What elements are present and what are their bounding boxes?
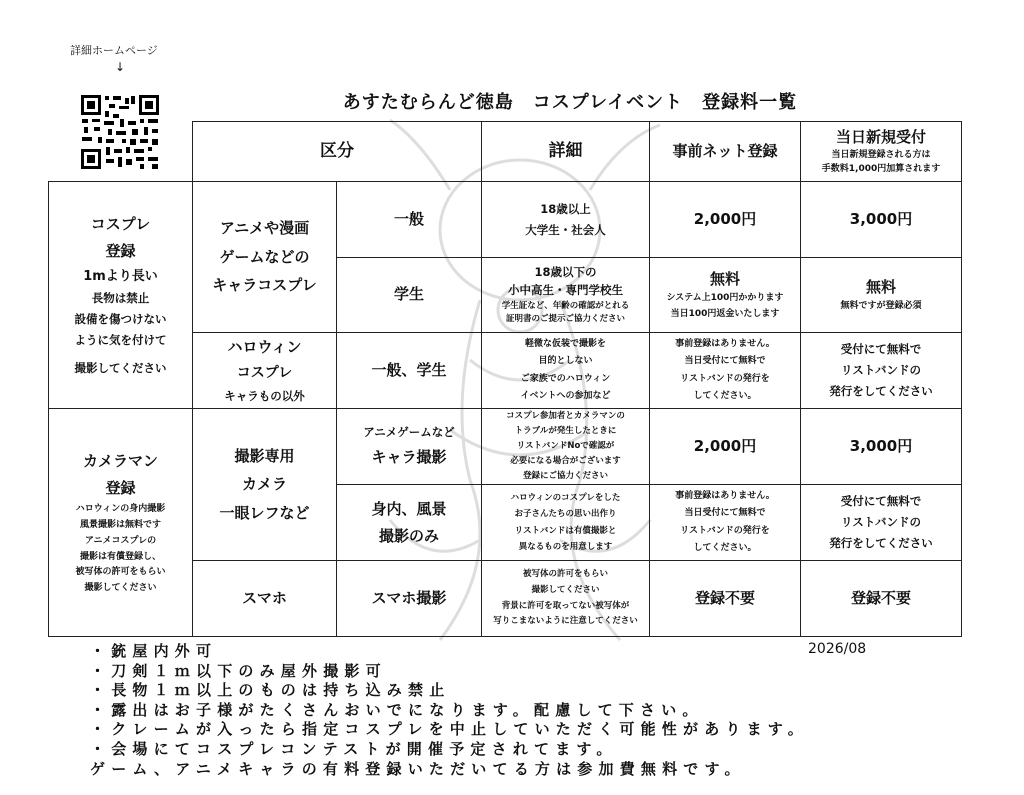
smartphone-advance: 登録不要 xyxy=(650,561,801,637)
halloween-detail: 軽微な仮装で撮影を 目的としない ご家族でのハロウィン イベントへの参加など xyxy=(482,333,650,409)
character-shooting-advance-fee: 2,000円 xyxy=(650,409,801,485)
header-sameday-note: 当日新規登録される方は 手数料1,000円加算されます xyxy=(821,150,941,175)
anime-character-label: アニメや漫画 ゲームなどの キャラコスプレ xyxy=(212,219,317,295)
family-scenery-detail: ハロウィンのコスプレをした お子さんたちの思い出作り リストバンドは有償撮影と 異なるものを用意します xyxy=(482,485,650,561)
character-shooting-label: アニメゲームなど キャラ撮影 xyxy=(337,409,482,485)
header-category: 区分 xyxy=(193,122,482,182)
cameraman-registration-cell xyxy=(49,409,193,637)
smartphone-sameday: 登録不要 xyxy=(801,561,962,637)
cameraman-notes: ハロウィンの身内撮影 風景撮影は無料です アニメコスプレの 撮影は有償登録し、 被写体の許可をもらい 撮影してください xyxy=(75,504,166,593)
empty-corner-cell xyxy=(49,122,193,182)
general-advance-fee: 2,000円 xyxy=(650,182,801,258)
header-detail: 詳細 xyxy=(482,122,650,182)
cosplay-title: コスプレ 登録 xyxy=(90,214,151,260)
family-scenery-label: 身内、風景 撮影のみ xyxy=(337,485,482,561)
general-label: 一般 xyxy=(337,182,482,258)
student-sameday-fee: 無料 無料ですが登録必須 xyxy=(801,258,962,333)
cosplay-registration-cell xyxy=(49,182,193,409)
smartphone-detail: 被写体の許可をもらい 撮影してください 背景に許可を取ってない被写体が 写りこまないように注意してください xyxy=(482,561,650,637)
character-shooting-sameday-fee: 3,000円 xyxy=(801,409,962,485)
smartphone-label: スマホ xyxy=(193,561,337,637)
issue-date: 2026/08 xyxy=(808,641,867,657)
header-sameday xyxy=(801,122,962,182)
halloween-advance: 事前登録はありません。 当日受付にて無料で リストバンドの発行を してください。 xyxy=(650,333,801,409)
smartphone-shooting-label: スマホ撮影 xyxy=(337,561,482,637)
halloween-who-label: 一般、学生 xyxy=(337,333,482,409)
list-item: ・会場にてコスプレコンテストが開催予定されてます。 xyxy=(90,739,618,758)
general-detail: 18歳以上 大学生・社会人 xyxy=(482,182,650,258)
homepage-label: 詳細ホームページ xyxy=(70,44,158,57)
list-item: ・刀剣１ｍ以下のみ屋外撮影可 xyxy=(90,661,387,680)
header-sameday-title: 当日新規受付 xyxy=(835,127,926,146)
registration-fee-table xyxy=(48,121,962,637)
character-shooting-detail: コスプレ参加者とカメラマンの トラブルが発生したときに リストバンドNoで確認が 必要になる場合がございます 登録にご協力ください xyxy=(482,409,650,485)
table-header-row xyxy=(49,122,962,182)
list-item: ゲーム、アニメキャラの有料登録いただいてる方は参加費無料です。 xyxy=(90,759,746,778)
down-arrow-icon: ↓ xyxy=(115,60,126,74)
anime-character-cosplay-cell xyxy=(193,182,337,333)
table-row xyxy=(49,409,962,485)
student-detail: 18歳以下の 小中高生・専門学校生 学生証など、年齢の確認がとれる 証明書のご提示ご協力ください xyxy=(482,258,650,333)
student-advance-fee: 無料 システム上100円かかります 当日100円返金いたします xyxy=(650,258,801,333)
family-scenery-advance: 事前登録はありません。 当日受付にて無料で リストバンドの発行を してください。 xyxy=(650,485,801,561)
halloween-cosplay-cell: ハロウィン コスプレ キャラもの以外 xyxy=(193,333,337,409)
rules-notes xyxy=(90,642,809,779)
list-item: ・銃屋内外可 xyxy=(90,642,218,660)
header-advance-registration: 事前ネット登録 xyxy=(650,122,801,182)
list-item: ・クレームが入ったら指定コスプレを中止していただく可能性があります。 xyxy=(90,720,810,739)
general-sameday-fee: 3,000円 xyxy=(801,182,962,258)
list-item: ・長物１ｍ以上のものは持ち込み禁止 xyxy=(90,681,451,700)
dedicated-camera-cell: 撮影専用 カメラ 一眼レフなど xyxy=(193,409,337,561)
page-title: あすたむらんど徳島 コスプレイベント 登録料一覧 xyxy=(342,92,798,113)
family-scenery-sameday: 受付にて無料で リストバンドの 発行をしてください xyxy=(801,485,962,561)
halloween-sameday: 受付にて無料で リストバンドの 発行をしてください xyxy=(801,333,962,409)
student-label: 学生 xyxy=(337,258,482,333)
table-row xyxy=(49,182,962,258)
cosplay-notes: 1mより長い 長物は禁止 設備を傷つけない ように気を付けて 撮影してください xyxy=(74,268,167,376)
list-item: ・露出はお子様がたくさんおいでになります。配慮して下さい。 xyxy=(90,700,704,719)
cameraman-title: カメラマン 登録 xyxy=(82,452,158,498)
